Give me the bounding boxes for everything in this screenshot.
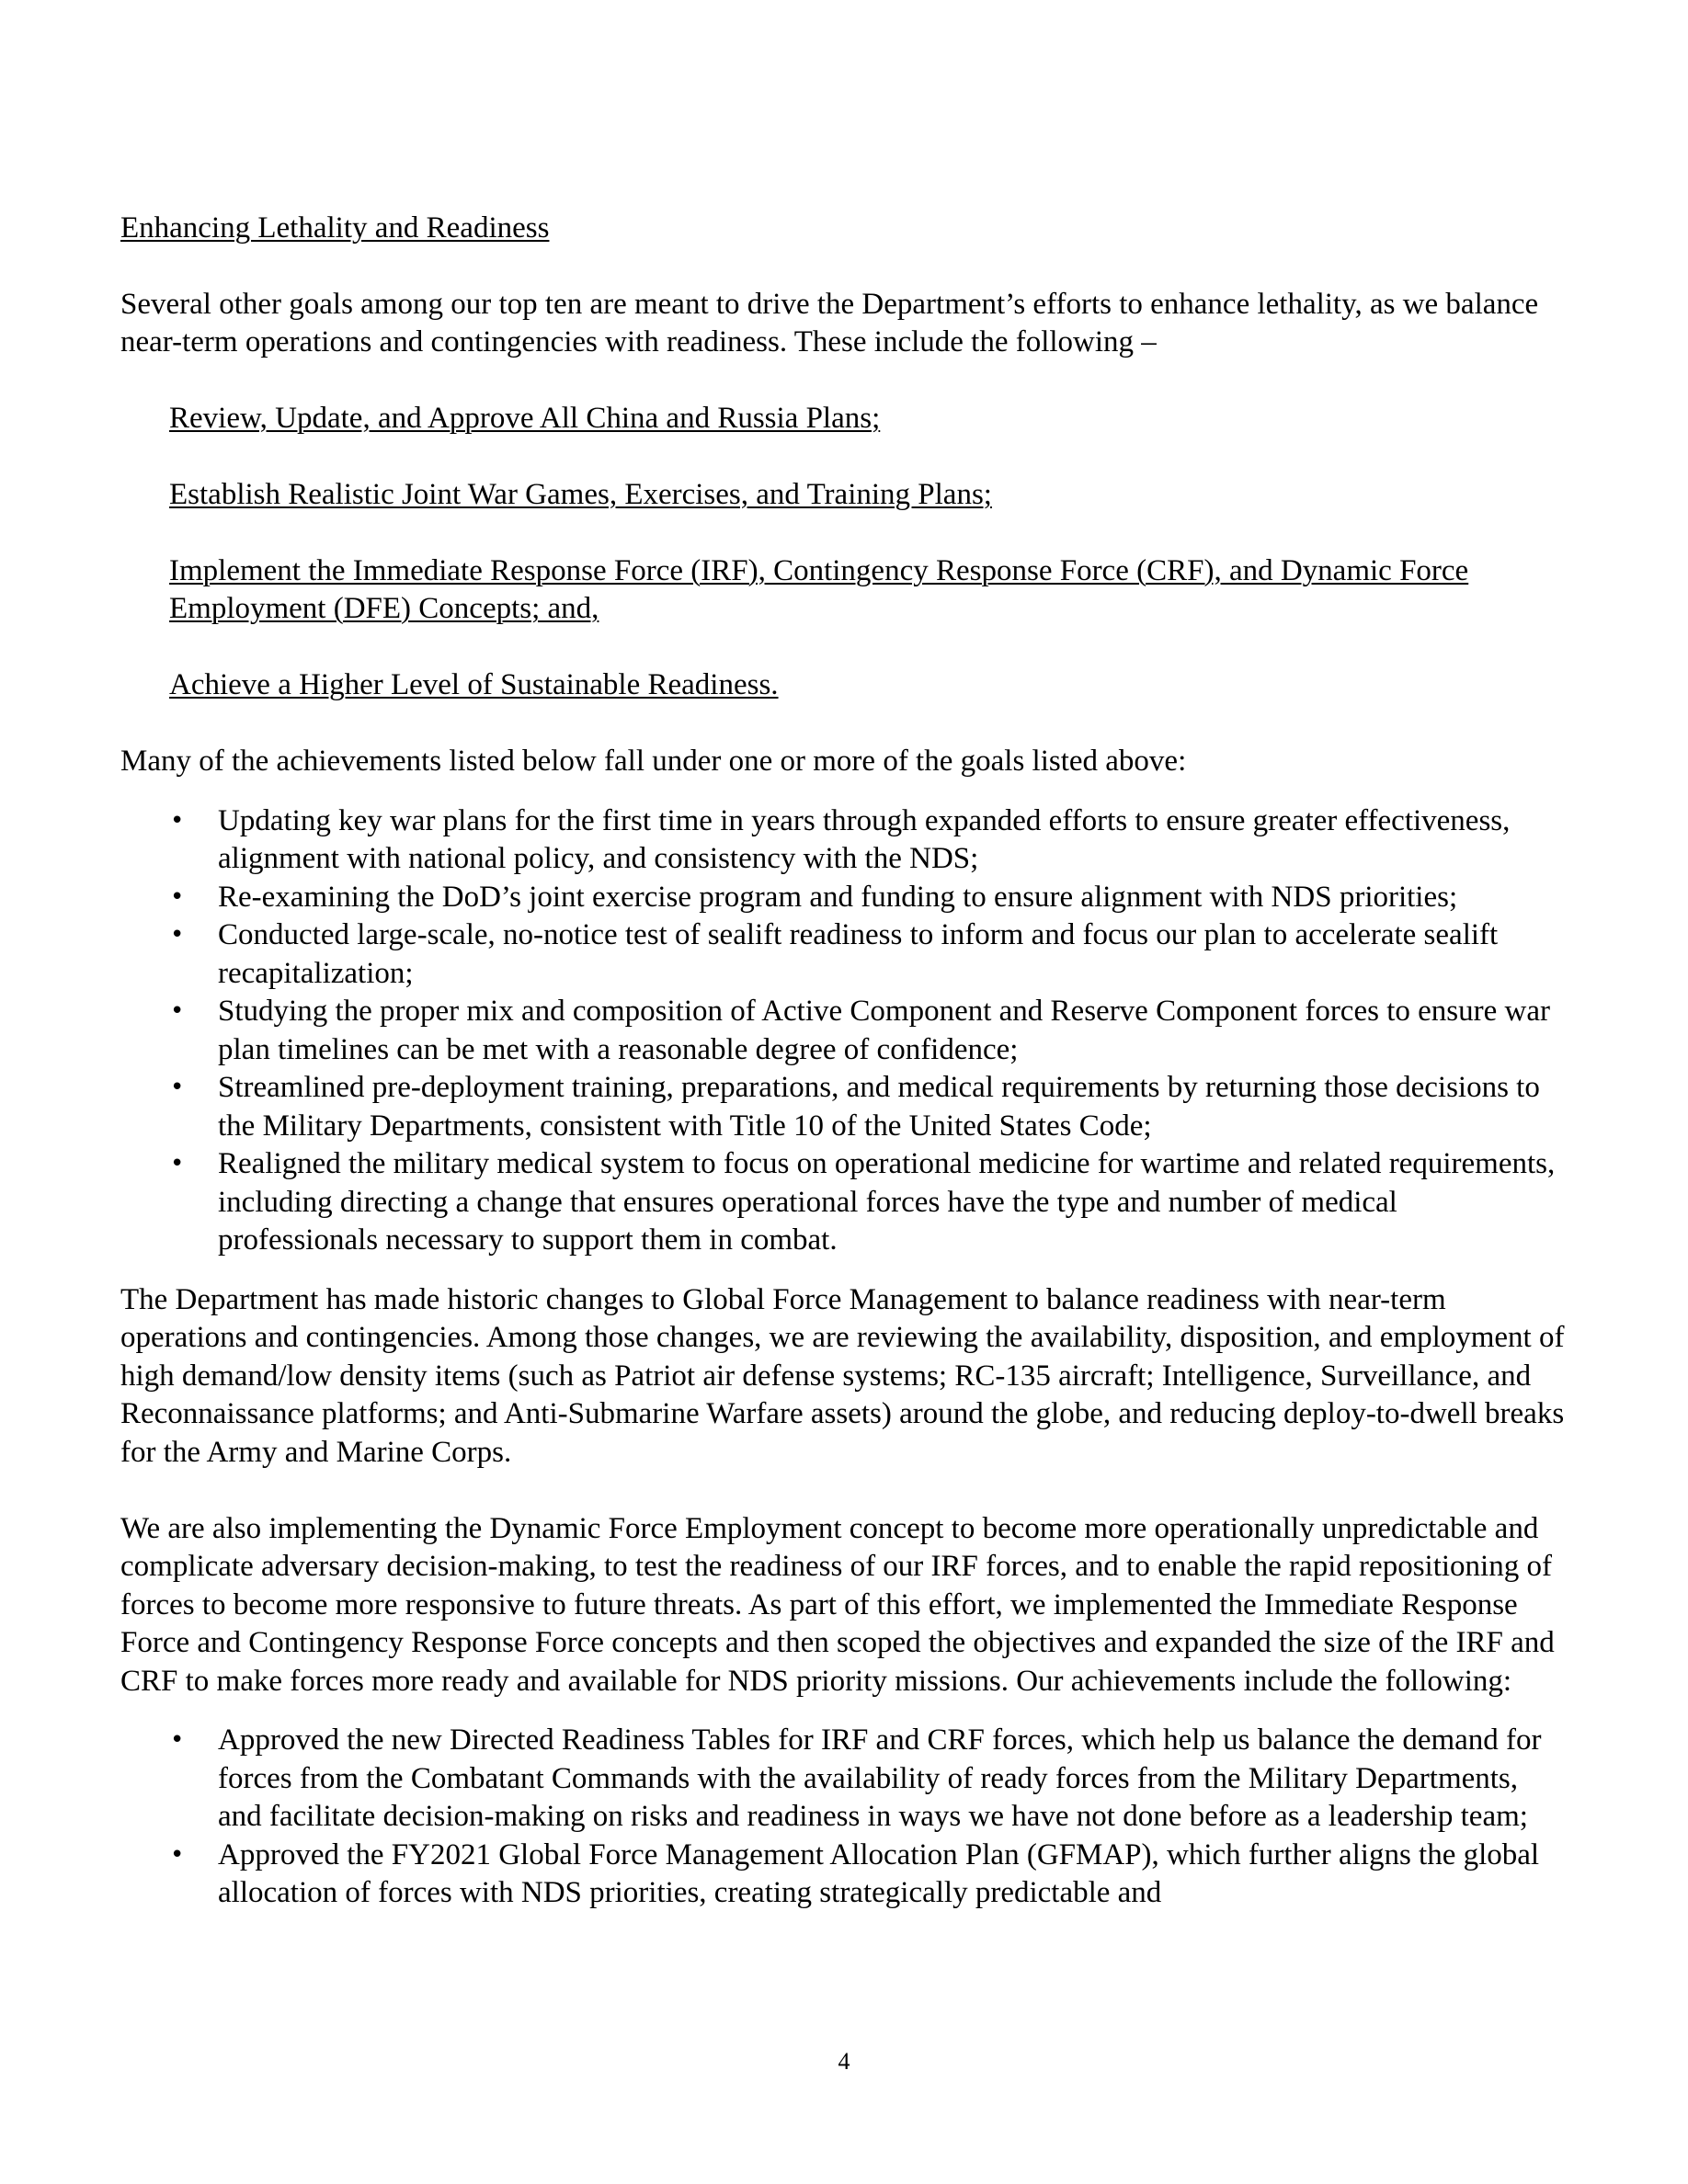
- list-item: [120, 1069, 1573, 1145]
- list-item: [120, 993, 1573, 1069]
- bullet-icon: •: [170, 882, 185, 911]
- dfe-paragraph: We are also implementing the Dynamic Force Employment concept to become more operationally unpredictable and complicate adversary decision-making, to test the readiness of our IRF forces, and to enable the rapid repositioning of forces to become more responsive to future threats. As part of this effort, we implemented the Immediate Response Force and Contingency Response Force concepts and then scoped the objectives and expanded the size of the IRF and CRF to make forces more ready and available for NDS priority missions. Our achievements include the following:: [120, 1511, 1555, 1698]
- bullet-icon: •: [170, 997, 185, 1025]
- bullet-icon: •: [170, 1726, 185, 1754]
- goal-item: Review, Update, and Approve All China and Russia Plans;: [169, 401, 881, 435]
- list-item-text: Studying the proper mix and composition of Active Component and Reserve Component forces to ensure war plan timelines can be met with a reasonable degree of confidence;: [218, 995, 1550, 1066]
- dfe-achievements-list: [120, 1722, 1573, 1913]
- list-item: [120, 1722, 1573, 1837]
- list-item-text: Realigned the military medical system to focus on operational medicine for wartime and related requirements, including directing a change that ensures operational forces have the type and number of medical professionals necessary to support them in combat.: [218, 1147, 1556, 1257]
- list-item: [120, 1837, 1573, 1913]
- bullet-icon: •: [170, 806, 185, 835]
- list-item-text: Streamlined pre-deployment training, preparations, and medical requirements by returning those decisions to the Military Departments, consistent with Title 10 of the United States Code;: [218, 1071, 1540, 1143]
- list-item-text: Re-examining the DoD’s joint exercise program and funding to ensure alignment with NDS priorities;: [218, 880, 1458, 914]
- bullet-icon: •: [170, 921, 185, 949]
- document-page: [120, 210, 1573, 1913]
- list-item: [120, 879, 1573, 917]
- intro-paragraph: Several other goals among our top ten are meant to drive the Department’s efforts to enhance lethality, as we balance near-term operations and contingencies with readiness. These include the following –: [120, 287, 1539, 358]
- list-item-text: Approved the new Directed Readiness Tables for IRF and CRF forces, which help us balance the demand for forces from the Combatant Commands with the availability of ready forces from the Military Departments, and facilitate decision-making on risks and readiness in ways we have not done before as a leadership team;: [218, 1723, 1542, 1833]
- section-heading: Enhancing Lethality and Readiness: [120, 211, 550, 245]
- list-item-text: Approved the FY2021 Global Force Management Allocation Plan (GFMAP), which further aligns the global allocation of forces with NDS priorities, creating strategically predictable and: [218, 1837, 1540, 1909]
- list-item-text: Updating key war plans for the first time in years through expanded efforts to ensure greater effectiveness, alignment with national policy, and consistency with the NDS;: [218, 803, 1511, 875]
- goal-item: Achieve a Higher Level of Sustainable Readiness.: [169, 668, 779, 701]
- achievements-list: [120, 802, 1573, 1260]
- list-item: [120, 1145, 1573, 1260]
- goal-item: Establish Realistic Joint War Games, Exercises, and Training Plans;: [169, 477, 992, 511]
- spacer: [120, 248, 1573, 286]
- page-number: 4: [838, 2048, 850, 2075]
- list-item: [120, 802, 1573, 879]
- achievements-intro: Many of the achievements listed below fall under one or more of the goals listed above:: [120, 745, 1187, 778]
- list-item-text: Conducted large-scale, no-notice test of sealift readiness to inform and focus our plan to accelerate sealift recapitalization;: [218, 918, 1499, 990]
- goal-list: [120, 400, 1573, 705]
- list-item: [120, 916, 1573, 993]
- bullet-icon: •: [170, 1840, 185, 1869]
- bullet-icon: •: [170, 1074, 185, 1101]
- gfm-paragraph: The Department has made historic changes to Global Force Management to balance readiness with near-term operations and contingencies. Among those changes, we are reviewing the availability, disposition, and employment of high demand/low density items (such as Patriot air defense systems; RC-135 aircraft; Intelligence, Surveillance, and Reconnaissance platforms; and Anti-Submarine Warfare assets) around the globe, and reducing deploy-to-dwell breaks for the Army and Marine Corps.: [120, 1282, 1565, 1469]
- goal-item: Implement the Immediate Response Force (IRF), Contingency Response Force (CRF), and Dynamic Force Employment (DFE) Concepts; and,: [169, 553, 1469, 625]
- bullet-icon: •: [170, 1150, 185, 1177]
